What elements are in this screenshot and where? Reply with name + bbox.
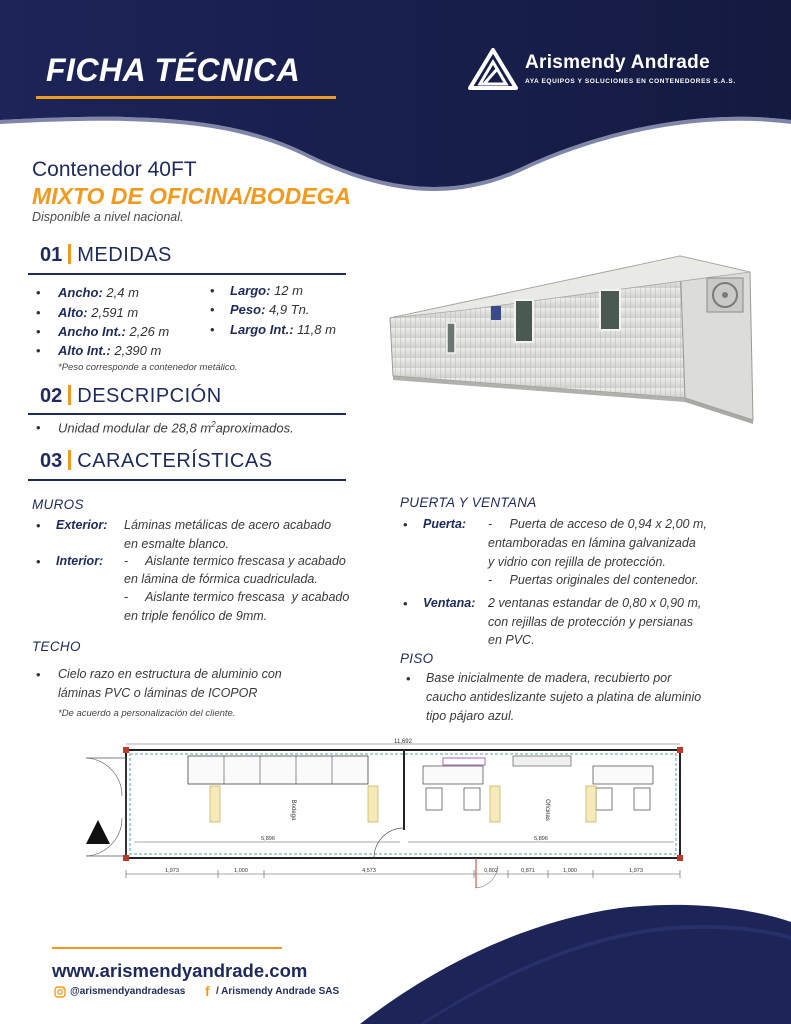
interior-text: en triple fenólico de 9mm. (124, 609, 268, 623)
section-label: DESCRIPCIÓN (77, 385, 222, 407)
medida-alto: Alto: 2,591 m (58, 305, 139, 320)
puerta-label: Puerta: (423, 517, 467, 531)
ventana-text: 2 ventanas estandar de 0,80 x 0,90 m, (488, 596, 702, 610)
brand-logo-icon (468, 48, 518, 90)
techo-text: láminas PVC o láminas de ICOPOR (58, 686, 258, 700)
bullet: • (403, 517, 408, 532)
techo-heading: TECHO (32, 639, 81, 654)
interior-label: Interior: (56, 554, 104, 568)
interior-text: en lámina de fórmica cuadriculada. (124, 572, 318, 586)
container-photo (385, 248, 760, 426)
bullet: • (36, 667, 41, 682)
plan-inner-dimension: 5,896 (534, 836, 548, 842)
brand-name: Arismendy Andrade (525, 52, 710, 73)
interior-text: - Aislante termico frescasa y acabado (124, 554, 346, 568)
plan-dim: 1,973 (165, 868, 179, 874)
piso-heading: PISO (400, 651, 434, 666)
muros-heading: MUROS (32, 497, 84, 512)
plan-dim: 0,871 (521, 868, 535, 874)
product-subtitle: MIXTO DE OFICINA/BODEGA (32, 183, 352, 209)
medida-ancho: Ancho: 2,4 m (58, 285, 139, 300)
section-bar (68, 244, 71, 264)
section-header-caracteristicas (40, 450, 273, 478)
puerta-ventana-heading: PUERTA Y VENTANA (400, 495, 537, 510)
piso-text: Base inicialmente de madera, recubierto por (426, 671, 672, 685)
puerta-text: - Puerta de acceso de 0,94 x 2,00 m, (488, 517, 707, 531)
ventana-text: en PVC. (488, 633, 535, 647)
section-header-descripcion (40, 385, 222, 413)
title-underline (36, 96, 336, 99)
website-link[interactable]: www.arismendyandrade.com (52, 960, 308, 981)
bullet: • (36, 518, 41, 533)
exterior-text: en esmalte blanco. (124, 537, 229, 551)
instagram-handle[interactable]: @arismendyandradesas (70, 986, 186, 997)
section-header-medidas (40, 244, 172, 272)
section-divider (28, 413, 346, 415)
section-divider (28, 273, 346, 275)
section-number: 01 (40, 244, 63, 266)
plan-dim: 4,573 (362, 868, 376, 874)
page-title: FICHA TÉCNICA (46, 52, 301, 88)
peso-note: *Peso corresponde a contenedor metálico. (58, 362, 238, 373)
techo-note: *De acuerdo a personalización del cliente. (58, 708, 236, 719)
plan-room-oficinas: Oficinas (544, 799, 550, 821)
medida-alto-int: Alto Int.: 2,390 m (58, 343, 162, 358)
bullet: • (210, 322, 215, 337)
floor-plan (78, 738, 698, 916)
bullet: • (403, 596, 408, 611)
facebook-handle[interactable]: / Arismendy Andrade SAS (216, 986, 340, 997)
plan-dim: 0,802 (484, 868, 498, 874)
plan-inner-dimension: 5,896 (261, 836, 275, 842)
medida-largo: Largo: 12 m (230, 283, 303, 298)
medida-peso: Peso: 4,9 Tn. (230, 302, 310, 317)
section-label: CARACTERÍSTICAS (77, 450, 273, 472)
availability-text: Disponible a nivel nacional. (32, 210, 184, 224)
plan-total-dimension: 11,692 (394, 739, 412, 745)
medida-ancho-int: Ancho Int.: 2,26 m (58, 324, 170, 339)
medida-largo-int: Largo Int.: 11,8 m (230, 322, 336, 337)
techo-text: Cielo razo en estructura de aluminio con (58, 667, 282, 681)
exterior-label: Exterior: (56, 518, 108, 532)
plan-dim: 1,973 (629, 868, 643, 874)
section-label: MEDIDAS (77, 244, 172, 266)
section-divider (28, 479, 346, 481)
bullet: • (406, 671, 411, 686)
descripcion-text: Unidad modular de 28,8 $m^2aproximados$. (58, 420, 294, 436)
bullet: • (36, 554, 41, 569)
section-number: 03 (40, 450, 63, 472)
plan-dim: 1,000 (234, 868, 248, 874)
product-title: Contenedor 40FT (32, 158, 197, 181)
footer-accent-line (52, 947, 282, 949)
piso-text: caucho antideslizante sujeto a platina de aluminio (426, 690, 702, 704)
plan-dim: 1,000 (563, 868, 577, 874)
ventana-label: Ventana: (423, 596, 476, 610)
bullet: • (36, 324, 41, 339)
bullet: • (210, 302, 215, 317)
puerta-text: - Puertas originales del contenedor. (488, 573, 699, 587)
bullet: • (36, 305, 41, 320)
puerta-text: entamboradas en lámina galvanizada (488, 536, 696, 550)
bullet: • (210, 283, 215, 298)
instagram-icon[interactable] (54, 986, 66, 998)
section-bar (68, 385, 71, 405)
section-number: 02 (40, 385, 63, 407)
bullet: • (36, 285, 41, 300)
plan-room-bodega: Bodega (290, 799, 296, 821)
interior-text: - Aislante termico frescasa y acabado (124, 590, 350, 604)
bullet: • (36, 343, 41, 358)
bullet: • (36, 420, 41, 435)
facebook-icon[interactable]: f (205, 983, 210, 999)
section-bar (68, 450, 71, 470)
puerta-text: y vidrio con rejilla de protección. (488, 555, 666, 569)
ventana-text: con rejillas de protección y persianas (488, 615, 693, 629)
exterior-text: Láminas metálicas de acero acabado (124, 518, 332, 532)
brand-tagline: AYA EQUIPOS Y SOLUCIONES EN CONTENEDORES S.A.S. (525, 78, 736, 85)
piso-text: tipo pájaro azul. (426, 709, 515, 723)
